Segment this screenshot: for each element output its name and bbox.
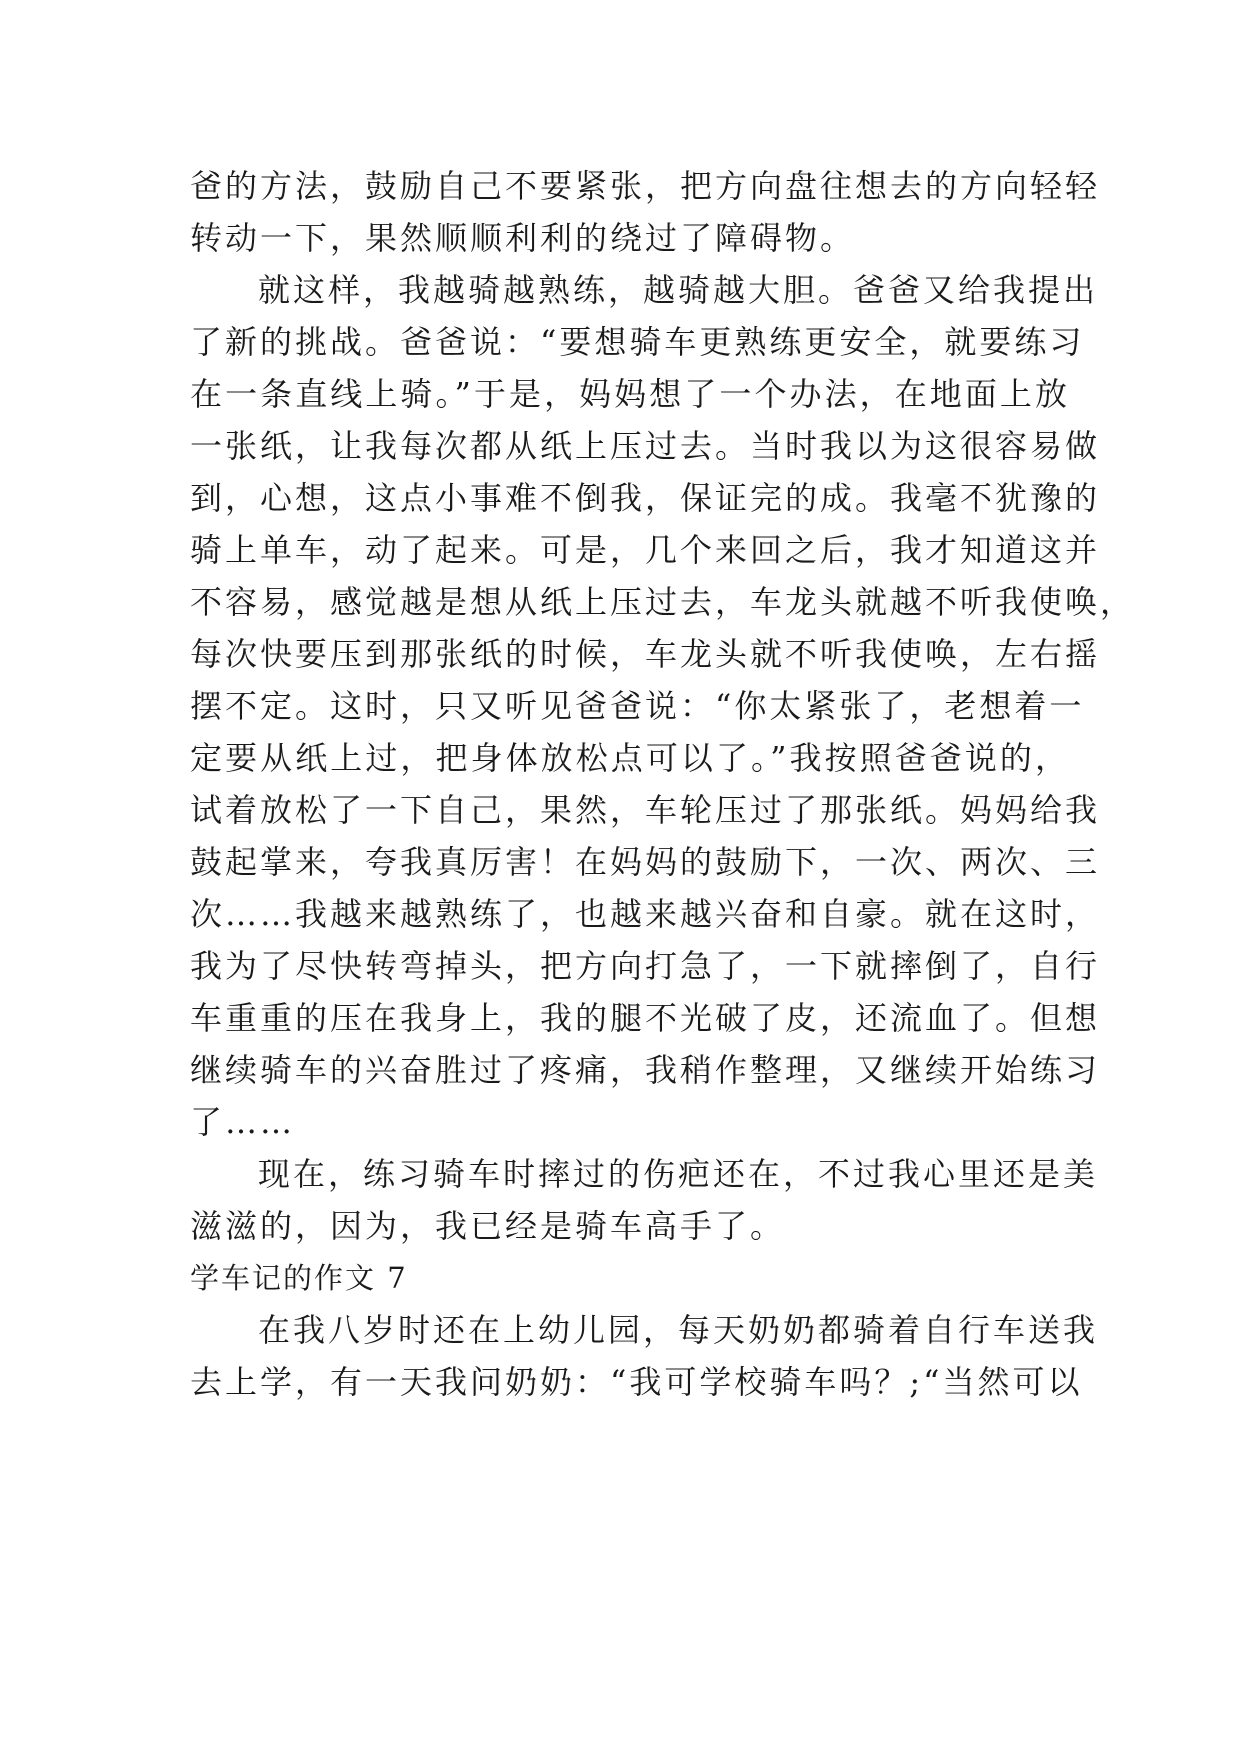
text-line: 滋滋的，因为，我已经是骑车高手了。 bbox=[190, 1207, 786, 1245]
text-line: 了新的挑战。爸爸说：“要想骑车更熟练更安全，就要练习 bbox=[190, 323, 1085, 361]
text-line: 在一条直线上骑。”于是，妈妈想了一个办法，在地面上放 bbox=[190, 375, 1070, 413]
section-heading: 学车记的作文 7 bbox=[190, 1261, 408, 1295]
text-line: 就这样，我越骑越熟练，越骑越大胆。爸爸又给我提出 bbox=[258, 271, 1099, 309]
text-line: 骑上单车，动了起来。可是，几个来回之后，我才知道这并 bbox=[190, 531, 1101, 569]
text-line: 每次快要压到那张纸的时候，车龙头就不听我使唤，左右摇 bbox=[190, 635, 1101, 673]
text-line: 去上学，有一天我问奶奶：“我可学校骑车吗？;“当然可以 bbox=[190, 1363, 1083, 1401]
text-line: 一张纸，让我每次都从纸上压过去。当时我以为这很容易做 bbox=[190, 427, 1101, 465]
text-line: 摆不定。这时，只又听见爸爸说：“你太紧张了，老想着一 bbox=[190, 687, 1085, 725]
text-line: 我为了尽快转弯掉头，把方向打急了，一下就摔倒了，自行 bbox=[190, 947, 1101, 985]
text-line: 爸的方法，鼓励自己不要紧张，把方向盘往想去的方向轻轻 bbox=[190, 167, 1101, 205]
text-line: 鼓起掌来，夸我真厉害！在妈妈的鼓励下，一次、两次、三 bbox=[190, 843, 1101, 881]
text-line: 到，心想，这点小事难不倒我，保证完的成。我毫不犹豫的 bbox=[190, 479, 1101, 517]
text-line: 定要从纸上过，把身体放松点可以了。”我按照爸爸说的， bbox=[190, 739, 1070, 777]
text-line: 转动一下，果然顺顺利利的绕过了障碍物。 bbox=[190, 219, 856, 257]
document-body bbox=[190, 160, 1136, 1408]
text-line: 在我八岁时还在上幼儿园，每天奶奶都骑着自行车送我 bbox=[258, 1311, 1099, 1349]
text-line: 了…… bbox=[190, 1103, 296, 1141]
text-line: 试着放松了一下自己，果然，车轮压过了那张纸。妈妈给我 bbox=[190, 791, 1101, 829]
text-line: 车重重的压在我身上，我的腿不光破了皮，还流血了。但想 bbox=[190, 999, 1101, 1037]
text-line: 现在，练习骑车时摔过的伤疤还在，不过我心里还是美 bbox=[258, 1155, 1099, 1193]
text-line: 继续骑车的兴奋胜过了疼痛，我稍作整理，又继续开始练习 bbox=[190, 1051, 1101, 1089]
text-line: 次……我越来越熟练了，也越来越兴奋和自豪。就在这时， bbox=[190, 895, 1101, 933]
text-line: 不容易，感觉越是想从纸上压过去，车龙头就越不听我使唤， bbox=[190, 583, 1136, 621]
